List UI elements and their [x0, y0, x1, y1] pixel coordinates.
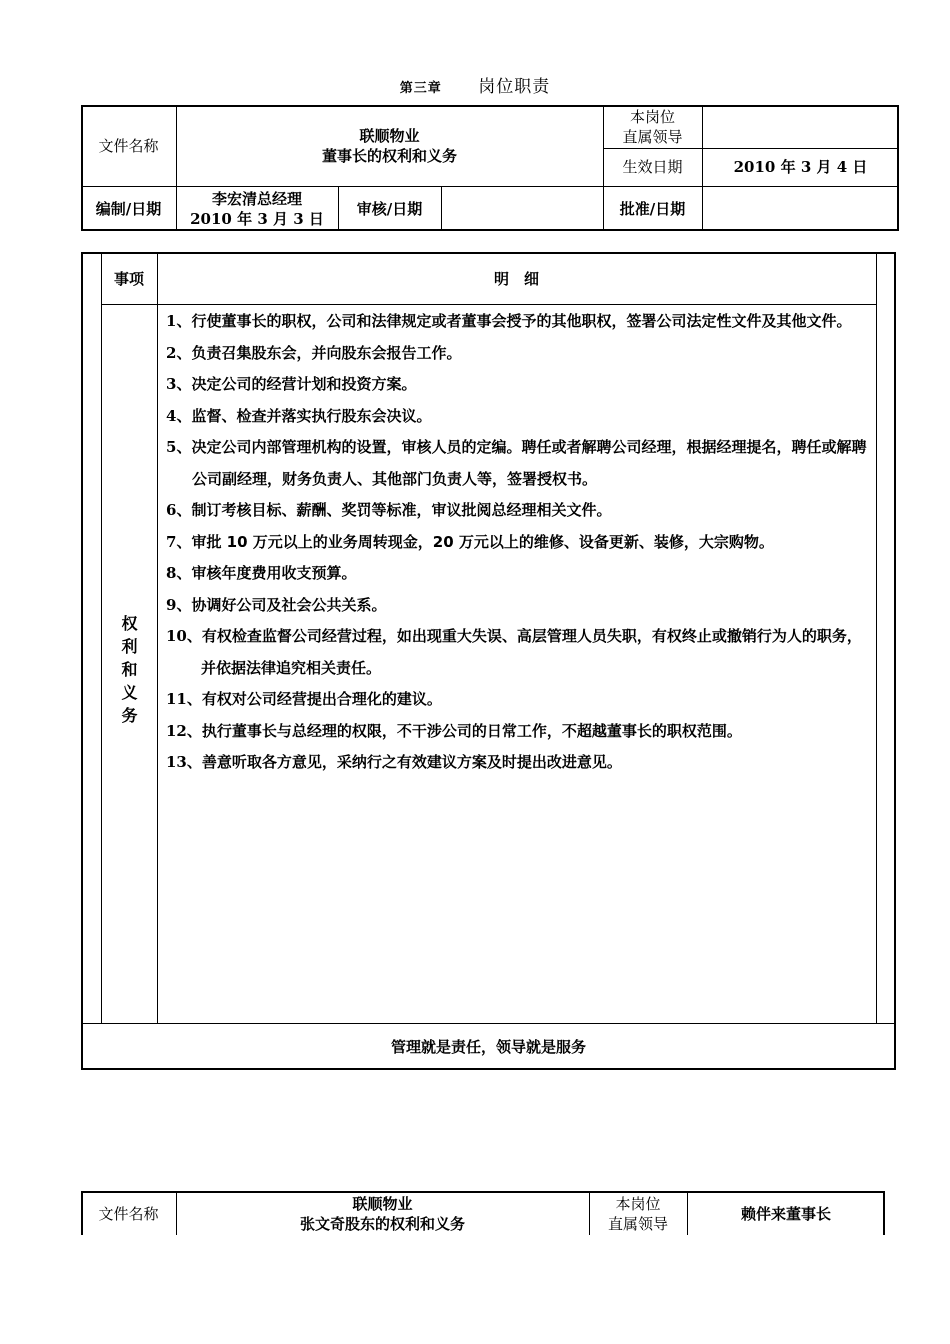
chapter-title: 岗位职责: [478, 77, 551, 97]
superior-label-cell-2: [589, 1193, 687, 1235]
superior-value-2: 赖伴来董事长: [740, 1205, 831, 1223]
company-name: 联顺物业: [359, 126, 420, 145]
list-item: 12、执行董事长与总经理的权限，不干涉公司的日常工作，不超越董事长的职权范围。: [166, 721, 742, 740]
list-item: 2、负责召集股东会，并向股东会报告工作。: [166, 343, 462, 362]
review-value: [441, 186, 603, 231]
file-name-label-2: 文件名称: [98, 1205, 159, 1223]
footer-motto: 管理就是责任，领导就是服务: [390, 1037, 586, 1056]
chapter-number: 第三章: [399, 81, 442, 96]
list-item: 9、协调好公司及社会公共关系。: [166, 595, 387, 614]
list-item: 6、制订考核目标、薪酬、奖罚等标准，审议批阅总经理相关文件。: [166, 501, 612, 519]
file-name-label: 文件名称: [98, 136, 159, 155]
column-header-item: 事项: [113, 270, 144, 288]
effective-date-label: 生效日期: [622, 158, 683, 176]
doc-title-cell-2: [176, 1193, 589, 1235]
list-item: 8、审核年度费用收支预算。: [166, 564, 357, 582]
compiler-label: 编制/日期: [95, 199, 162, 218]
column-header-detail: 明 细: [493, 270, 539, 288]
list-item: 1、行使董事长的职权，公司和法律规定或者董事会授予的其他职权，签署公司法定性文件及其他文件。: [166, 312, 852, 330]
list-item: 10、有权检查监督公司经营过程，如出现重大失误、高层管理人员失职，有权终止或撤销行为人的职务，并依据法律追究相关责任。: [166, 627, 862, 677]
list-item: 11、有权对公司经营提出合理化的建议。: [166, 690, 442, 708]
approve-label: 批准/日期: [619, 199, 686, 218]
doc-title-2: 张文奇股东的权利和义务: [299, 1215, 465, 1233]
compiler-date: 2010 年 3 月 3 日: [190, 209, 324, 228]
list-item: 4、监督、检查并落实执行股东会决议。: [166, 406, 432, 425]
superior-label-cell: [603, 105, 702, 148]
list-item: 7、审批 10 万元以上的业务周转现金，20 万元以上的维修、设备更新、装修，大宗购物。: [166, 532, 774, 551]
compiler-cell: [176, 186, 338, 231]
duty-list: [166, 306, 876, 779]
superior-label-2-line2: 直属领导: [607, 1215, 668, 1233]
doc-title-cell: [176, 105, 603, 186]
doc-title: 董事长的权利和义务: [321, 146, 457, 165]
list-item: 5、决定公司内部管理机构的设置，审核人员的定编。聘任或者解聘公司经理，根据经理提名，聘任或解聘公司副经理，财务负责人、其他部门负责人等，签署授权书。: [166, 438, 867, 488]
superior-value: [702, 105, 899, 148]
approve-value: [702, 186, 899, 231]
superior-label-line2: 直属领导: [622, 127, 683, 146]
category-label: 权 利 和 义 务: [121, 614, 138, 725]
list-item: 3、决定公司的经营计划和投资方案。: [166, 375, 417, 393]
company-name-2: 联顺物业: [352, 1195, 413, 1213]
effective-date-value: 2010 年 3 月 4 日: [733, 158, 868, 176]
compiler-name: 李宏清总经理: [211, 189, 302, 208]
list-item: 13、善意听取各方意见，采纳行之有效建议方案及时提出改进意见。: [166, 753, 622, 771]
review-label: 审核/日期: [356, 199, 423, 218]
superior-label-2-line1: 本岗位: [615, 1195, 661, 1213]
chapter-heading: [0, 72, 950, 97]
superior-label-line1: 本岗位: [629, 107, 675, 126]
